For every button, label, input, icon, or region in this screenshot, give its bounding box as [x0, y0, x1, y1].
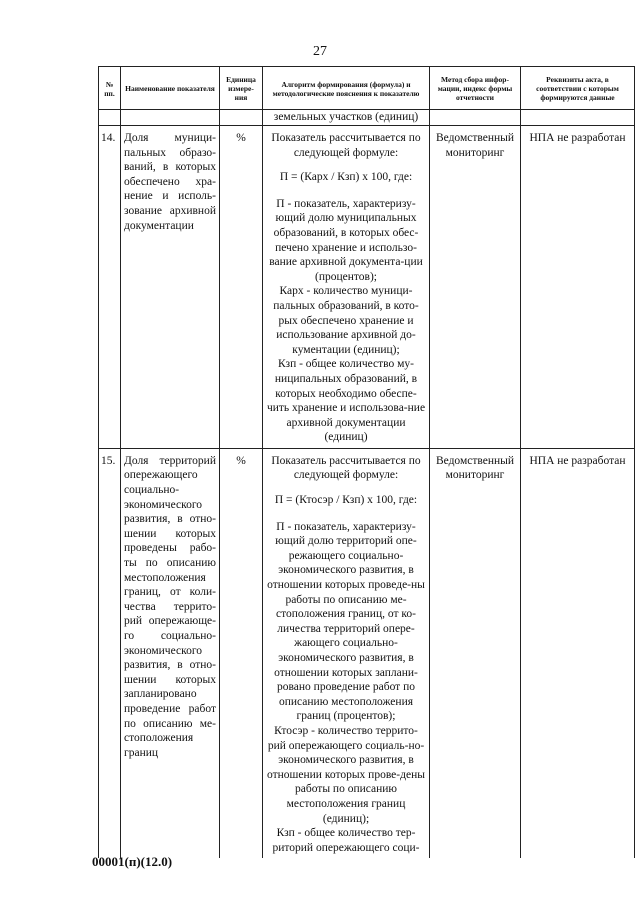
algorithm-k1-definition: Ктосэр - количество террито-рий опережающего социаль-но-экономического развития, в отношении которых прове-дены работы по описанию местоположения границ (единиц); [267, 724, 425, 825]
unit-of-measure: % [220, 126, 263, 449]
row-number: 15. [99, 448, 121, 858]
indicator-name: Доля территорий опережающего социально-экономического развития, в отно-шении которых проведены рабо-ты по описанию местоположения границ, от коли-чества террито-рий опережающе-го социально-экономического развития, в отно-шении которых запланировано проведение работ по описанию ме-стоположения границ [121, 448, 220, 858]
legal-act: НПА не разработан [521, 448, 635, 858]
cell-npa [521, 110, 635, 126]
table-row [99, 126, 635, 449]
header-num: № пп. [99, 67, 121, 110]
formula: П = (Карх / Кзп) x 100, где: [279, 171, 413, 184]
indicator-name: Доля муници-пальных образо-ваний, в которых обеспечено хра-нение и исполь-зование архивной документации [121, 126, 220, 449]
header-npa: Реквизиты акта, в соответствии с которым формируются данные [521, 67, 635, 110]
algorithm-k2-definition: Кзп - общее количество му-ниципальных образований, в которых необходимо обеспе-чить хранение и использова-ние архивной документации (единиц) [266, 358, 426, 444]
algorithm-description [263, 448, 430, 858]
table-header-row [99, 67, 635, 110]
indicators-table [98, 66, 635, 858]
formula: П = (Ктосэр / Кзп) x 100, где: [274, 494, 418, 507]
header-unit: Единица измере-ния [220, 67, 263, 110]
collection-method: Ведомственный мониторинг [430, 126, 521, 449]
header-method: Метод сбора инфор-мации, индекс формы отчетности [430, 67, 521, 110]
header-algorithm: Алгоритм формирования (формула) и методологические пояснения к показателю [263, 67, 430, 110]
cell-unit [220, 110, 263, 126]
algorithm-intro: Показатель рассчитывается по следующей формуле: [271, 454, 421, 482]
cell-algorithm: земельных участков (единиц) [263, 110, 430, 126]
algorithm-description [263, 126, 430, 449]
cell-num [99, 110, 121, 126]
unit-of-measure: % [220, 448, 263, 858]
algorithm-p-definition: П - показатель, характеризу-ющий долю муниципальных образований, в которых обес-печено хранение и использо-вание архивной документа-ции (процентов); [269, 197, 423, 283]
algorithm-k2-definition: Кзп - общее количество тер-риторий опережающего соци- [272, 827, 420, 854]
algorithm-k1-definition: Карх - количество муници-пальных образований, в кото-рых обеспечено хранение и использование архивной до-кументации (единиц); [273, 285, 419, 356]
legal-act: НПА не разработан [521, 126, 635, 449]
table-row [99, 448, 635, 858]
header-name: Наименование показателя [121, 67, 220, 110]
continuation-row [99, 110, 635, 126]
cell-method [430, 110, 521, 126]
document-code: 00001(п)(12.0) [92, 854, 173, 869]
cell-name [121, 110, 220, 126]
page-number: 27 [313, 44, 327, 59]
row-number: 14. [99, 126, 121, 449]
collection-method: Ведомственный мониторинг [430, 448, 521, 858]
algorithm-intro: Показатель рассчитывается по следующей формуле: [271, 132, 421, 159]
algorithm-p-definition: П - показатель, характеризу-ющий долю территорий опе-режающего социально-экономического развития, в отношении которых проведе-ны работы по описанию ме-стоположения границ, от ко-личества территорий опере-жающего социально-экономического развития, в отношении которых заплани-ровано проведение работ по описанию местоположения границ (процентов); [267, 520, 425, 723]
